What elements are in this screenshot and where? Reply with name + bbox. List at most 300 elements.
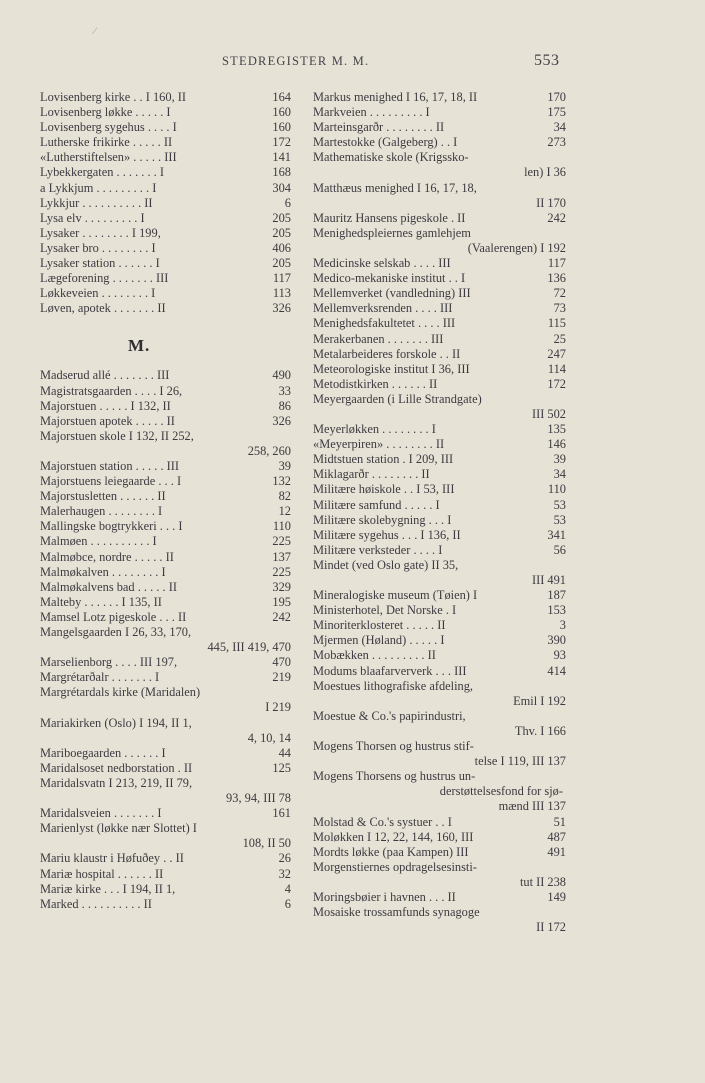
index-list-m-continued (313, 90, 566, 935)
entry-text: Miklagarðr . . . . . . . . II (313, 467, 430, 482)
entry-page: 136 (547, 271, 566, 286)
entry-page: 113 (272, 286, 291, 301)
index-entry (313, 498, 566, 513)
index-entry (313, 724, 566, 739)
index-entry (313, 633, 566, 648)
entry-page: 117 (272, 271, 291, 286)
entry-text: Menighedsfakultetet . . . . III (313, 316, 456, 331)
entry-page: 414 (547, 663, 566, 678)
index-entry (313, 815, 566, 830)
index-entry (313, 316, 566, 331)
entry-page: 170 (547, 90, 566, 104)
entry-text: (Vaalerengen) I (467, 240, 545, 255)
entry-text: Moløkken I 12, 22, 144, 160, III (313, 829, 474, 844)
entry-page: 6 (284, 195, 291, 210)
index-entry (40, 806, 291, 821)
entry-text: Lysaker . . . . . . . . I 199, (40, 225, 161, 240)
entry-text: Marienlyst (løkke nær Slottet) I (40, 821, 197, 836)
entry-page: 329 (272, 579, 291, 594)
entry-text: Maridalsveien . . . . . . . I (40, 806, 162, 821)
right-column (313, 90, 566, 935)
entry-text: Emil I (513, 693, 545, 708)
entry-text: «Lutherstiftelsen» . . . . . III (40, 150, 177, 165)
index-entry (313, 347, 566, 362)
entry-text: mænd III (498, 799, 545, 814)
entry-page: 86 (278, 398, 291, 413)
index-entry (40, 655, 291, 670)
entry-text: Malteby . . . . . . I 135, II (40, 594, 162, 609)
index-entry (40, 211, 291, 226)
entry-text: Mellemverket (vandledning) III (313, 286, 471, 301)
entry-page: 12 (278, 504, 291, 519)
entry-text: «Meyerpiren» . . . . . . . . II (313, 437, 445, 452)
index-entry (40, 271, 291, 286)
index-entry (40, 761, 291, 776)
entry-page (288, 716, 291, 731)
entry-page: 161 (272, 806, 291, 821)
index-entry (40, 181, 291, 196)
index-entry (313, 422, 566, 437)
index-entry (313, 120, 566, 135)
index-entry (313, 860, 566, 875)
entry-text: Mariboegaarden . . . . . . I (40, 745, 166, 760)
index-entry (313, 150, 566, 165)
entry-page: 326 (272, 301, 291, 316)
entry-text: 93, 94, III (226, 791, 276, 806)
index-entry (313, 769, 566, 784)
entry-page: 39 (553, 452, 566, 467)
index-entry (313, 407, 566, 422)
index-entry (40, 897, 291, 912)
entry-page: 491 (547, 573, 566, 587)
index-entry (40, 746, 291, 761)
entry-text: Mosaiske trossamfunds synagoge (313, 905, 480, 920)
index-entry (40, 550, 291, 565)
index-entry (313, 694, 566, 709)
entry-text: Majorstuens leiegaarde . . . I (40, 474, 182, 489)
entry-text: 258, (247, 443, 270, 458)
index-entry (40, 429, 291, 444)
entry-text: Mindet (ved Oslo gate) II 35, (313, 557, 459, 572)
index-entry (313, 105, 566, 120)
entry-text: Malmøkalvens bad . . . . . II (40, 579, 177, 594)
entry-text: Magistratsgaarden . . . . I 26, (40, 383, 183, 398)
entry-page: 247 (547, 346, 566, 361)
index-entry (40, 519, 291, 534)
index-entry (40, 791, 291, 806)
index-entry (40, 474, 291, 489)
entry-page: 487 (547, 829, 566, 844)
entry-text: tut II (519, 874, 545, 889)
index-entry (40, 504, 291, 519)
entry-page (563, 709, 566, 724)
index-list-l-entries (40, 90, 291, 316)
entry-text: Ministerhotel, Det Norske . I (313, 603, 457, 618)
entry-page: 219 (272, 670, 291, 685)
entry-page: 117 (547, 256, 566, 271)
index-entry (313, 392, 566, 407)
entry-page: 172 (547, 376, 566, 391)
entry-text: Lysaker bro . . . . . . . . I (40, 240, 156, 255)
entry-text: Merakerbanen . . . . . . . III (313, 331, 444, 346)
entry-page (288, 776, 291, 791)
entry-text: III (532, 406, 545, 421)
index-entry (313, 543, 566, 558)
entry-text: Mallingske bogtrykkeri . . . I (40, 519, 183, 534)
entry-text: Majorstusletten . . . . . . II (40, 489, 166, 504)
entry-text: Majorstuen skole I 132, II 252, (40, 428, 194, 443)
entry-text: Molstad & Co.'s systuer . . I (313, 814, 452, 829)
index-entry (313, 890, 566, 905)
entry-text: Meyergaarden (i Lille Strandgate) (313, 391, 482, 406)
entry-page: 470 (272, 655, 291, 670)
entry-text: Markus menighed I 16, 17, 18, II (313, 90, 478, 104)
entry-page (563, 739, 566, 754)
entry-page: 110 (547, 482, 566, 497)
entry-page (288, 685, 291, 700)
entry-text: Mogens Thorsen og hustrus stif- (313, 739, 474, 754)
entry-page: 205 (272, 225, 291, 240)
page-number: 553 (534, 52, 560, 69)
entry-text: Mordts løkke (paa Kampen) III (313, 844, 469, 859)
index-entry (40, 716, 291, 731)
index-entry (40, 256, 291, 271)
entry-page: 192 (547, 693, 566, 708)
entry-page: 44 (278, 745, 291, 760)
entry-text: Lutherske frikirke . . . . . II (40, 135, 173, 150)
entry-text: Mariu klaustr i Høfuðey . . II (40, 851, 184, 866)
index-entry (313, 286, 566, 301)
entry-text: Malmøen . . . . . . . . . . I (40, 534, 157, 549)
entry-text: Majorstuen station . . . . . III (40, 458, 180, 473)
entry-page: 36 (553, 165, 566, 180)
entry-page: 114 (547, 361, 566, 376)
section-heading: M. (128, 336, 151, 356)
entry-page: 502 (547, 406, 566, 421)
entry-page: 34 (553, 120, 566, 135)
index-list-m-entries (40, 368, 291, 911)
entry-page: 242 (547, 210, 566, 225)
index-entry (40, 241, 291, 256)
entry-page: 146 (547, 437, 566, 452)
entry-text: Morgenstiernes opdragelsesinsti- (313, 859, 477, 874)
index-entry (40, 459, 291, 474)
index-entry (40, 851, 291, 866)
entry-text: 445, III 419, (207, 640, 270, 655)
entry-page: 53 (553, 512, 566, 527)
entry-page: 72 (553, 286, 566, 301)
entry-text: Martestokke (Galgeberg) . . I (313, 135, 458, 150)
index-entry (40, 196, 291, 211)
left-column (40, 90, 291, 912)
entry-text: Marteinsgarðr . . . . . . . . II (313, 120, 445, 135)
entry-page: 242 (272, 609, 291, 624)
entry-page: 56 (553, 542, 566, 557)
index-entry (313, 664, 566, 679)
entry-text: Lovisenberg løkke . . . . . I (40, 105, 171, 120)
index-entry (40, 580, 291, 595)
entry-page: 78 (278, 791, 291, 806)
entry-page (563, 558, 566, 573)
index-entry (40, 776, 291, 791)
entry-text: len) I (524, 165, 551, 180)
index-entry (313, 256, 566, 271)
index-entry (40, 368, 291, 383)
entry-page: 14 (278, 730, 291, 745)
entry-page: 160 (272, 105, 291, 120)
index-entry (313, 905, 566, 920)
index-entry (313, 362, 566, 377)
index-entry (40, 135, 291, 150)
entry-page: 225 (272, 534, 291, 549)
entry-text: Mariakirken (Oslo) I 194, II 1, (40, 715, 192, 730)
entry-page (563, 392, 566, 407)
entry-page: 4 (284, 881, 291, 896)
entry-text: Metalarbeideres forskole . . II (313, 346, 461, 361)
entry-text: Mamsel Lotz pigeskole . . . II (40, 609, 187, 624)
index-entry (40, 731, 291, 746)
index-entry (313, 679, 566, 694)
section-break (40, 316, 291, 368)
index-entry (40, 226, 291, 241)
entry-page (563, 150, 566, 165)
entry-text: Maridalsoset nedborstation . II (40, 760, 193, 775)
index-entry (40, 120, 291, 135)
entry-page: 132 (272, 474, 291, 489)
index-entry (40, 444, 291, 459)
index-entry (40, 685, 291, 700)
entry-text: Moringsbøier i havnen . . . II (313, 889, 456, 904)
index-entry (313, 784, 566, 799)
entry-text: Mogens Thorsens og hustrus un- (313, 769, 476, 784)
index-entry (313, 437, 566, 452)
entry-text: Malerhaugen . . . . . . . . I (40, 504, 163, 519)
index-entry (313, 558, 566, 573)
entry-page: 34 (553, 467, 566, 482)
entry-page: 82 (278, 489, 291, 504)
entry-page: 39 (278, 458, 291, 473)
entry-text: Mineralogiske museum (Tøien) I (313, 588, 478, 603)
index-entry (313, 528, 566, 543)
entry-page: 110 (272, 519, 291, 534)
index-entry (40, 670, 291, 685)
entry-page: 390 (547, 633, 566, 648)
entry-page: 170 (547, 195, 566, 210)
index-entry (40, 414, 291, 429)
entry-page: 490 (272, 368, 291, 383)
entry-text: Majorstuen . . . . . I 132, II (40, 398, 171, 413)
entry-text: III (532, 573, 545, 587)
entry-text: Margrétarðalr . . . . . . . I (40, 670, 160, 685)
entry-page: 141 (272, 150, 291, 165)
entry-page: 470 (272, 640, 291, 655)
entry-page: 160 (272, 120, 291, 135)
index-entry (313, 165, 566, 180)
index-entry (40, 165, 291, 180)
entry-page (563, 769, 566, 784)
entry-page: 137 (272, 549, 291, 564)
entry-text: Militære verksteder . . . . I (313, 542, 443, 557)
index-entry (313, 226, 566, 241)
entry-text: derstøttelsesfond for sjø- (439, 784, 563, 799)
entry-text: Militære høiskole . . I 53, III (313, 482, 455, 497)
entry-page: 137 (547, 799, 566, 814)
index-entry (313, 332, 566, 347)
entry-page: 260 (272, 443, 291, 458)
index-entry (40, 821, 291, 836)
entry-page (563, 784, 566, 799)
index-entry (313, 377, 566, 392)
entry-page: 6 (284, 896, 291, 911)
entry-page: 73 (553, 301, 566, 316)
index-entry (40, 595, 291, 610)
entry-page (288, 625, 291, 640)
index-entry (40, 640, 291, 655)
entry-page: 33 (278, 383, 291, 398)
index-entry (313, 573, 566, 588)
entry-text: Mjermen (Høland) . . . . . I (313, 633, 445, 648)
index-entry (40, 384, 291, 399)
entry-page: 195 (272, 594, 291, 609)
entry-page: 406 (272, 240, 291, 255)
index-entry (313, 452, 566, 467)
entry-text: Malmøkalven . . . . . . . . I (40, 564, 166, 579)
entry-page: 225 (272, 564, 291, 579)
entry-page: 25 (553, 331, 566, 346)
index-entry (313, 875, 566, 890)
index-entry (313, 709, 566, 724)
index-entry (40, 867, 291, 882)
index-entry (40, 286, 291, 301)
index-entry (313, 920, 566, 935)
index-entry (40, 565, 291, 580)
entry-text: Metodistkirken . . . . . . II (313, 376, 438, 391)
index-entry (40, 882, 291, 897)
entry-text: Løkkeveien . . . . . . . . I (40, 286, 156, 301)
entry-page: 26 (278, 851, 291, 866)
entry-text: Moestue & Co.'s papirindustri, (313, 708, 466, 723)
entry-text: Menighedspleiernes gamlehjem (313, 225, 471, 240)
entry-text: Mathematiske skole (Krigssko- (313, 150, 469, 165)
index-entry (313, 648, 566, 663)
entry-page: 273 (547, 135, 566, 150)
entry-text: Majorstuen apotek . . . . . II (40, 413, 175, 428)
entry-page: 205 (272, 256, 291, 271)
entry-page (563, 181, 566, 196)
paper-speck: ∕ (94, 26, 96, 37)
index-entry (313, 618, 566, 633)
entry-text: Lykkjur . . . . . . . . . . II (40, 195, 153, 210)
entry-text: Markveien . . . . . . . . . I (313, 105, 430, 120)
entry-text: Lægeforening . . . . . . . III (40, 271, 169, 286)
entry-page: 187 (547, 588, 566, 603)
entry-page: 115 (547, 316, 566, 331)
index-entry (40, 399, 291, 414)
entry-page: 205 (272, 210, 291, 225)
entry-text: I (265, 700, 270, 715)
entry-page (563, 226, 566, 241)
entry-page: 51 (553, 814, 566, 829)
entry-text: Margrétardals kirke (Maridalen) (40, 685, 201, 700)
entry-text: Midtstuen station . I 209, III (313, 452, 454, 467)
index-entry (313, 845, 566, 860)
entry-text: a Lykkjum . . . . . . . . . I (40, 180, 157, 195)
entry-text: Marked . . . . . . . . . . II (40, 896, 152, 911)
entry-text: Lovisenberg sygehus . . . . I (40, 120, 177, 135)
entry-page: 32 (278, 866, 291, 881)
entry-text: Meteorologiske institut I 36, III (313, 361, 470, 376)
entry-text: Mobækken . . . . . . . . . II (313, 648, 436, 663)
index-entry (313, 135, 566, 150)
index-entry (40, 700, 291, 715)
entry-text: Thv. I (514, 723, 545, 738)
entry-text: Medicinske selskab . . . . III (313, 256, 451, 271)
entry-text: Madserud allé . . . . . . . III (40, 368, 170, 383)
index-entry (40, 489, 291, 504)
entry-text: Meyerløkken . . . . . . . . I (313, 422, 436, 437)
index-entry (40, 105, 291, 120)
index-entry (313, 754, 566, 769)
entry-text: Moestues lithografiske afdeling, (313, 678, 474, 693)
index-entry (40, 610, 291, 625)
entry-page: 491 (547, 844, 566, 859)
entry-text: Modums blaafarververk . . . III (313, 663, 467, 678)
entry-page: 172 (547, 920, 566, 935)
index-entry (40, 301, 291, 316)
entry-page: 326 (272, 413, 291, 428)
entry-text: Matthæus menighed I 16, 17, 18, (313, 180, 477, 195)
entry-page: 3 (559, 618, 566, 633)
entry-page: 238 (547, 874, 566, 889)
entry-text: telse I 119, III (474, 754, 545, 769)
entry-text: Malmøbce, nordre . . . . . II (40, 549, 174, 564)
entry-text: Mellemverksrenden . . . . III (313, 301, 453, 316)
entry-text: Medico-mekaniske institut . . I (313, 271, 466, 286)
index-entry (40, 836, 291, 851)
index-entry (313, 588, 566, 603)
entry-text: Mangelsgaarden I 26, 33, 170, (40, 625, 192, 639)
running-title: STEDREGISTER M. M. (222, 54, 370, 68)
entry-page: 125 (272, 760, 291, 775)
entry-page: 149 (547, 889, 566, 904)
entry-page: 166 (547, 723, 566, 738)
entry-page (563, 860, 566, 875)
index-entry (313, 90, 566, 105)
entry-page: 341 (547, 527, 566, 542)
entry-text: Lysa elv . . . . . . . . . I (40, 210, 145, 225)
entry-page: 53 (553, 497, 566, 512)
index-entry (313, 211, 566, 226)
index-entry (40, 534, 291, 549)
entry-text: 4, 10, (247, 730, 276, 745)
entry-text: 108, II (242, 836, 276, 851)
index-entry (313, 482, 566, 497)
index-entry (313, 271, 566, 286)
index-entry (313, 241, 566, 256)
entry-text: II (536, 920, 545, 935)
entry-page (563, 905, 566, 920)
entry-text: Militære sygehus . . . I 136, II (313, 527, 461, 542)
entry-text: Lovisenberg kirke . . I 160, II (40, 90, 187, 104)
entry-text: II (536, 195, 545, 210)
entry-text: Maridalsvatn I 213, 219, II 79, (40, 775, 193, 790)
entry-text: Mauritz Hansens pigeskole . II (313, 210, 466, 225)
index-entry (40, 625, 291, 640)
entry-text: Mariæ kirke . . . I 194, II 1, (40, 881, 176, 896)
entry-text: Minoriterklosteret . . . . . II (313, 618, 446, 633)
entry-text: Lysaker station . . . . . . I (40, 256, 160, 271)
entry-text: Mariæ hospital . . . . . . II (40, 866, 164, 881)
